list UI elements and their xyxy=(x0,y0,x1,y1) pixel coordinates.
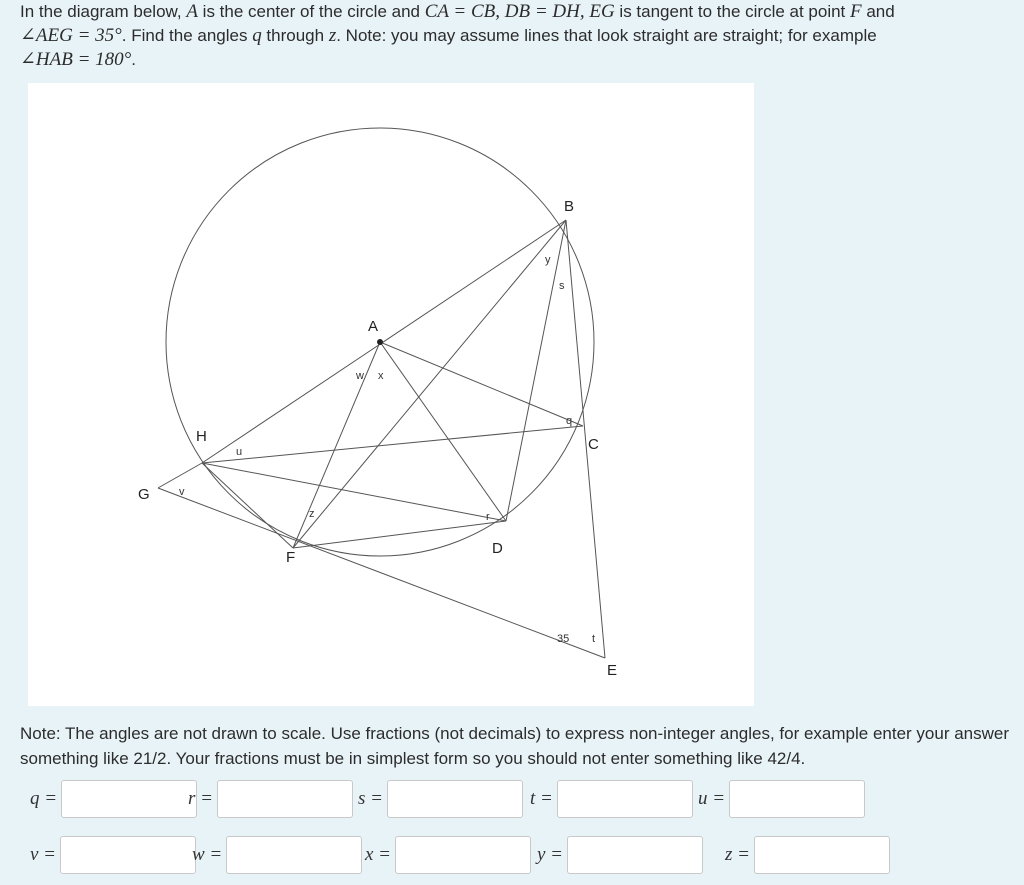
angle-label-v: v xyxy=(179,486,185,498)
example-angle: ∠HAB = 180° xyxy=(20,49,132,70)
angle-label-s: s xyxy=(559,280,565,292)
answer-label-t: t = xyxy=(530,788,553,809)
answer-label-v: v = xyxy=(30,844,57,865)
angle-label-u: u xyxy=(236,446,243,458)
answer-input-y[interactable] xyxy=(567,836,703,874)
answer-label-z: z = xyxy=(725,844,750,865)
geometry-diagram xyxy=(28,83,754,706)
diagram-svg xyxy=(28,83,754,706)
angle-label-q: q xyxy=(566,415,573,427)
point-label-A: A xyxy=(368,318,379,335)
answer-q xyxy=(30,780,197,818)
answer-label-s: s = xyxy=(358,788,383,809)
answer-label-w: w = xyxy=(192,844,223,865)
tangent-GE xyxy=(158,488,605,658)
angle-label-y: y xyxy=(545,254,551,266)
answer-input-w[interactable] xyxy=(226,836,362,874)
point-label-G: G xyxy=(138,486,150,503)
answer-input-v[interactable] xyxy=(60,836,196,874)
answer-y xyxy=(537,836,703,874)
angle-label-r: r xyxy=(486,511,490,523)
answer-input-s[interactable] xyxy=(387,780,523,818)
answer-w xyxy=(192,836,362,874)
answer-input-u[interactable] xyxy=(729,780,865,818)
segment-AC xyxy=(380,342,583,426)
point-label-D: D xyxy=(492,540,503,557)
point-label-B: B xyxy=(564,198,575,215)
answer-r xyxy=(188,780,353,818)
answer-z xyxy=(725,836,890,874)
point-label-F: F xyxy=(286,549,296,566)
segment-DB xyxy=(506,220,566,521)
angle-label-w: w xyxy=(356,370,364,382)
note-text: Note: The angles are not drawn to scale. Use fractions (not decimals) to express non-integer angles, for example enter your answer something like 21/2. Your fractions must be in simplest form so you should not enter something like 42/4. xyxy=(20,724,1010,768)
answer-label-y: y = xyxy=(537,844,564,865)
segment-HB xyxy=(202,220,566,463)
segment-AD xyxy=(380,342,506,521)
answer-input-z[interactable] xyxy=(754,836,890,874)
angle-label-35: 35 xyxy=(557,633,570,645)
answer-x xyxy=(365,836,531,874)
answer-u xyxy=(698,780,865,818)
segment-HF xyxy=(202,463,293,548)
answer-input-t[interactable] xyxy=(557,780,693,818)
angle-label-x: x xyxy=(378,370,384,382)
answer-input-q[interactable] xyxy=(61,780,197,818)
segment-BE xyxy=(566,220,605,658)
segment-GH xyxy=(158,463,202,488)
answer-input-r[interactable] xyxy=(217,780,353,818)
center-point-A xyxy=(377,339,383,345)
answer-input-x[interactable] xyxy=(395,836,531,874)
answer-v xyxy=(30,836,196,874)
segment-HD xyxy=(202,463,506,521)
problem-line-2: ∠AEG = 35°. Find the angles q through z. Note: you may assume lines that look straight are straight; for example xyxy=(20,25,877,46)
answer-s xyxy=(358,780,523,818)
point-label-E: E xyxy=(607,662,618,679)
problem-line-3: ∠HAB = 180°. xyxy=(20,49,137,70)
angle-label-t: t xyxy=(592,633,596,645)
answer-label-x: x = xyxy=(365,844,392,865)
given-angle: ∠AEG = 35° xyxy=(20,25,122,46)
problem-line-1: In the diagram below, A is the center of the circle and CA = CB, DB = DH, EG is tangent to the circle at point F and xyxy=(20,1,895,22)
point-label-H: H xyxy=(196,428,207,445)
point-label-C: C xyxy=(588,436,599,453)
angle-label-z: z xyxy=(309,508,315,520)
answer-t xyxy=(530,780,693,818)
answer-label-r: r = xyxy=(188,788,213,809)
answer-label-u: u = xyxy=(698,788,726,809)
answer-label-q: q = xyxy=(30,788,58,809)
segment-HC xyxy=(202,426,583,463)
problem-statement xyxy=(20,0,1010,72)
